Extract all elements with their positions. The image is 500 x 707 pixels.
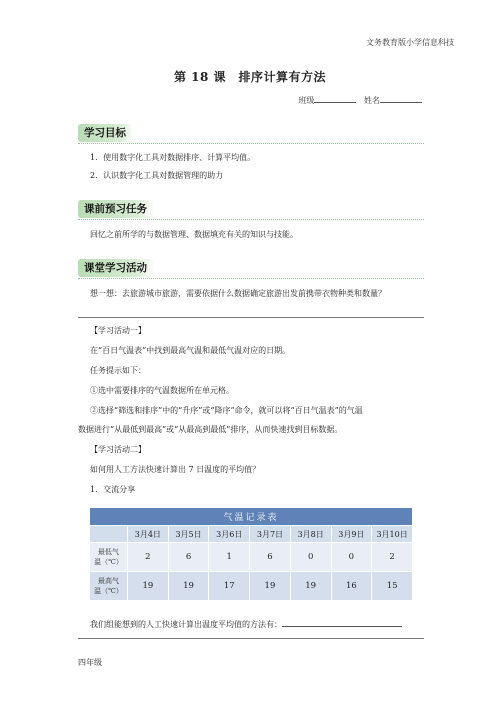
date-header: 3月5日 bbox=[168, 526, 209, 543]
answer-prompt: 我们组能想到的人工快速计算出温度平均值的方法有： bbox=[90, 620, 282, 629]
date-header: 3月10日 bbox=[372, 526, 413, 543]
answer-blank[interactable] bbox=[282, 617, 402, 627]
temperature-table bbox=[89, 507, 413, 601]
activity1-hint-label: 任务提示如下： bbox=[90, 366, 146, 375]
section-rule bbox=[78, 143, 424, 144]
table-cell: 16 bbox=[331, 572, 372, 601]
row-label-min: 最低气 温（℃） bbox=[90, 543, 128, 572]
table-cell: 6 bbox=[168, 543, 209, 572]
table-cell: 15 bbox=[372, 572, 413, 601]
table-cell: 19 bbox=[250, 572, 291, 601]
page-title: 第 18 课 排序计算有方法 bbox=[173, 70, 327, 84]
table-caption: 气温记录表 bbox=[90, 508, 413, 526]
answer-prompt-line bbox=[90, 617, 402, 631]
activity1-label: 【学习活动一】 bbox=[90, 326, 146, 335]
activity1-step2-line2: 数据进行“从最低到最高”或“从最高到最低”排序，从而快速找到目标数据。 bbox=[78, 425, 343, 434]
think-question: 想一想：去旅游城市旅游，需要依据什么数据确定旅游出发前携带衣物种类和数量？ bbox=[90, 289, 386, 298]
goal-item-2: 2．认识数字化工具对数据管理的助力 bbox=[90, 171, 224, 180]
table-cell: 1 bbox=[209, 543, 250, 572]
activity2-label: 【学习活动二】 bbox=[90, 445, 146, 454]
class-blank[interactable] bbox=[314, 93, 356, 103]
table-row bbox=[90, 572, 413, 601]
activity1-step2-line1: ②选择“筛选和排序”中的“升序”或“降序”命令，就可以将“百日气温表”的气温 bbox=[90, 406, 363, 415]
table-corner bbox=[90, 526, 128, 543]
table-cell: 2 bbox=[372, 543, 413, 572]
table-row bbox=[90, 543, 413, 572]
preview-text: 回忆之前所学的与数据管理、数据填充有关的知识与技能。 bbox=[90, 230, 298, 239]
table-cell: 19 bbox=[290, 572, 331, 601]
table-cell: 0 bbox=[290, 543, 331, 572]
footer-rule bbox=[78, 638, 424, 639]
table-cell: 19 bbox=[168, 572, 209, 601]
activity1-step1: ①选中需要排序的气温数据所在单元格。 bbox=[90, 386, 234, 395]
date-header: 3月4日 bbox=[128, 526, 169, 543]
section-heading-preview: 课前预习任务 bbox=[78, 200, 155, 218]
date-header: 3月6日 bbox=[209, 526, 250, 543]
table-cell: 19 bbox=[128, 572, 169, 601]
table-cell: 2 bbox=[128, 543, 169, 572]
table-cell: 0 bbox=[331, 543, 372, 572]
table-cell: 17 bbox=[209, 572, 250, 601]
publisher-header: 文务教育版小学信息科技 bbox=[366, 38, 454, 47]
class-label: 班级 bbox=[298, 96, 315, 105]
section-heading-activities: 课堂学习活动 bbox=[78, 259, 155, 277]
date-header: 3月7日 bbox=[250, 526, 291, 543]
section-rule bbox=[78, 219, 424, 220]
date-header: 3月9日 bbox=[331, 526, 372, 543]
class-name-line bbox=[298, 93, 422, 106]
activity2-sub: 1．交流分享 bbox=[90, 485, 136, 494]
row-label-max: 最高气 温（℃） bbox=[90, 572, 128, 601]
name-label: 姓名 bbox=[364, 96, 380, 105]
name-blank[interactable] bbox=[380, 93, 422, 103]
activity2-question: 如何用人工方法快速计算出 7 日温度的平均值？ bbox=[90, 465, 261, 474]
section-rule bbox=[78, 278, 424, 279]
footer-grade: 四年级 bbox=[78, 658, 102, 667]
answer-line-think[interactable] bbox=[78, 317, 424, 318]
goal-item-1: 1．使用数字化工具对数据排序、计算平均值。 bbox=[90, 153, 256, 162]
table-cell: 6 bbox=[250, 543, 291, 572]
table-header-row bbox=[90, 526, 413, 543]
date-header: 3月8日 bbox=[290, 526, 331, 543]
activity1-text: 在“百日气温表”中找到最高气温和最低气温对应的日期。 bbox=[90, 346, 291, 355]
section-heading-goals: 学习目标 bbox=[78, 124, 134, 142]
